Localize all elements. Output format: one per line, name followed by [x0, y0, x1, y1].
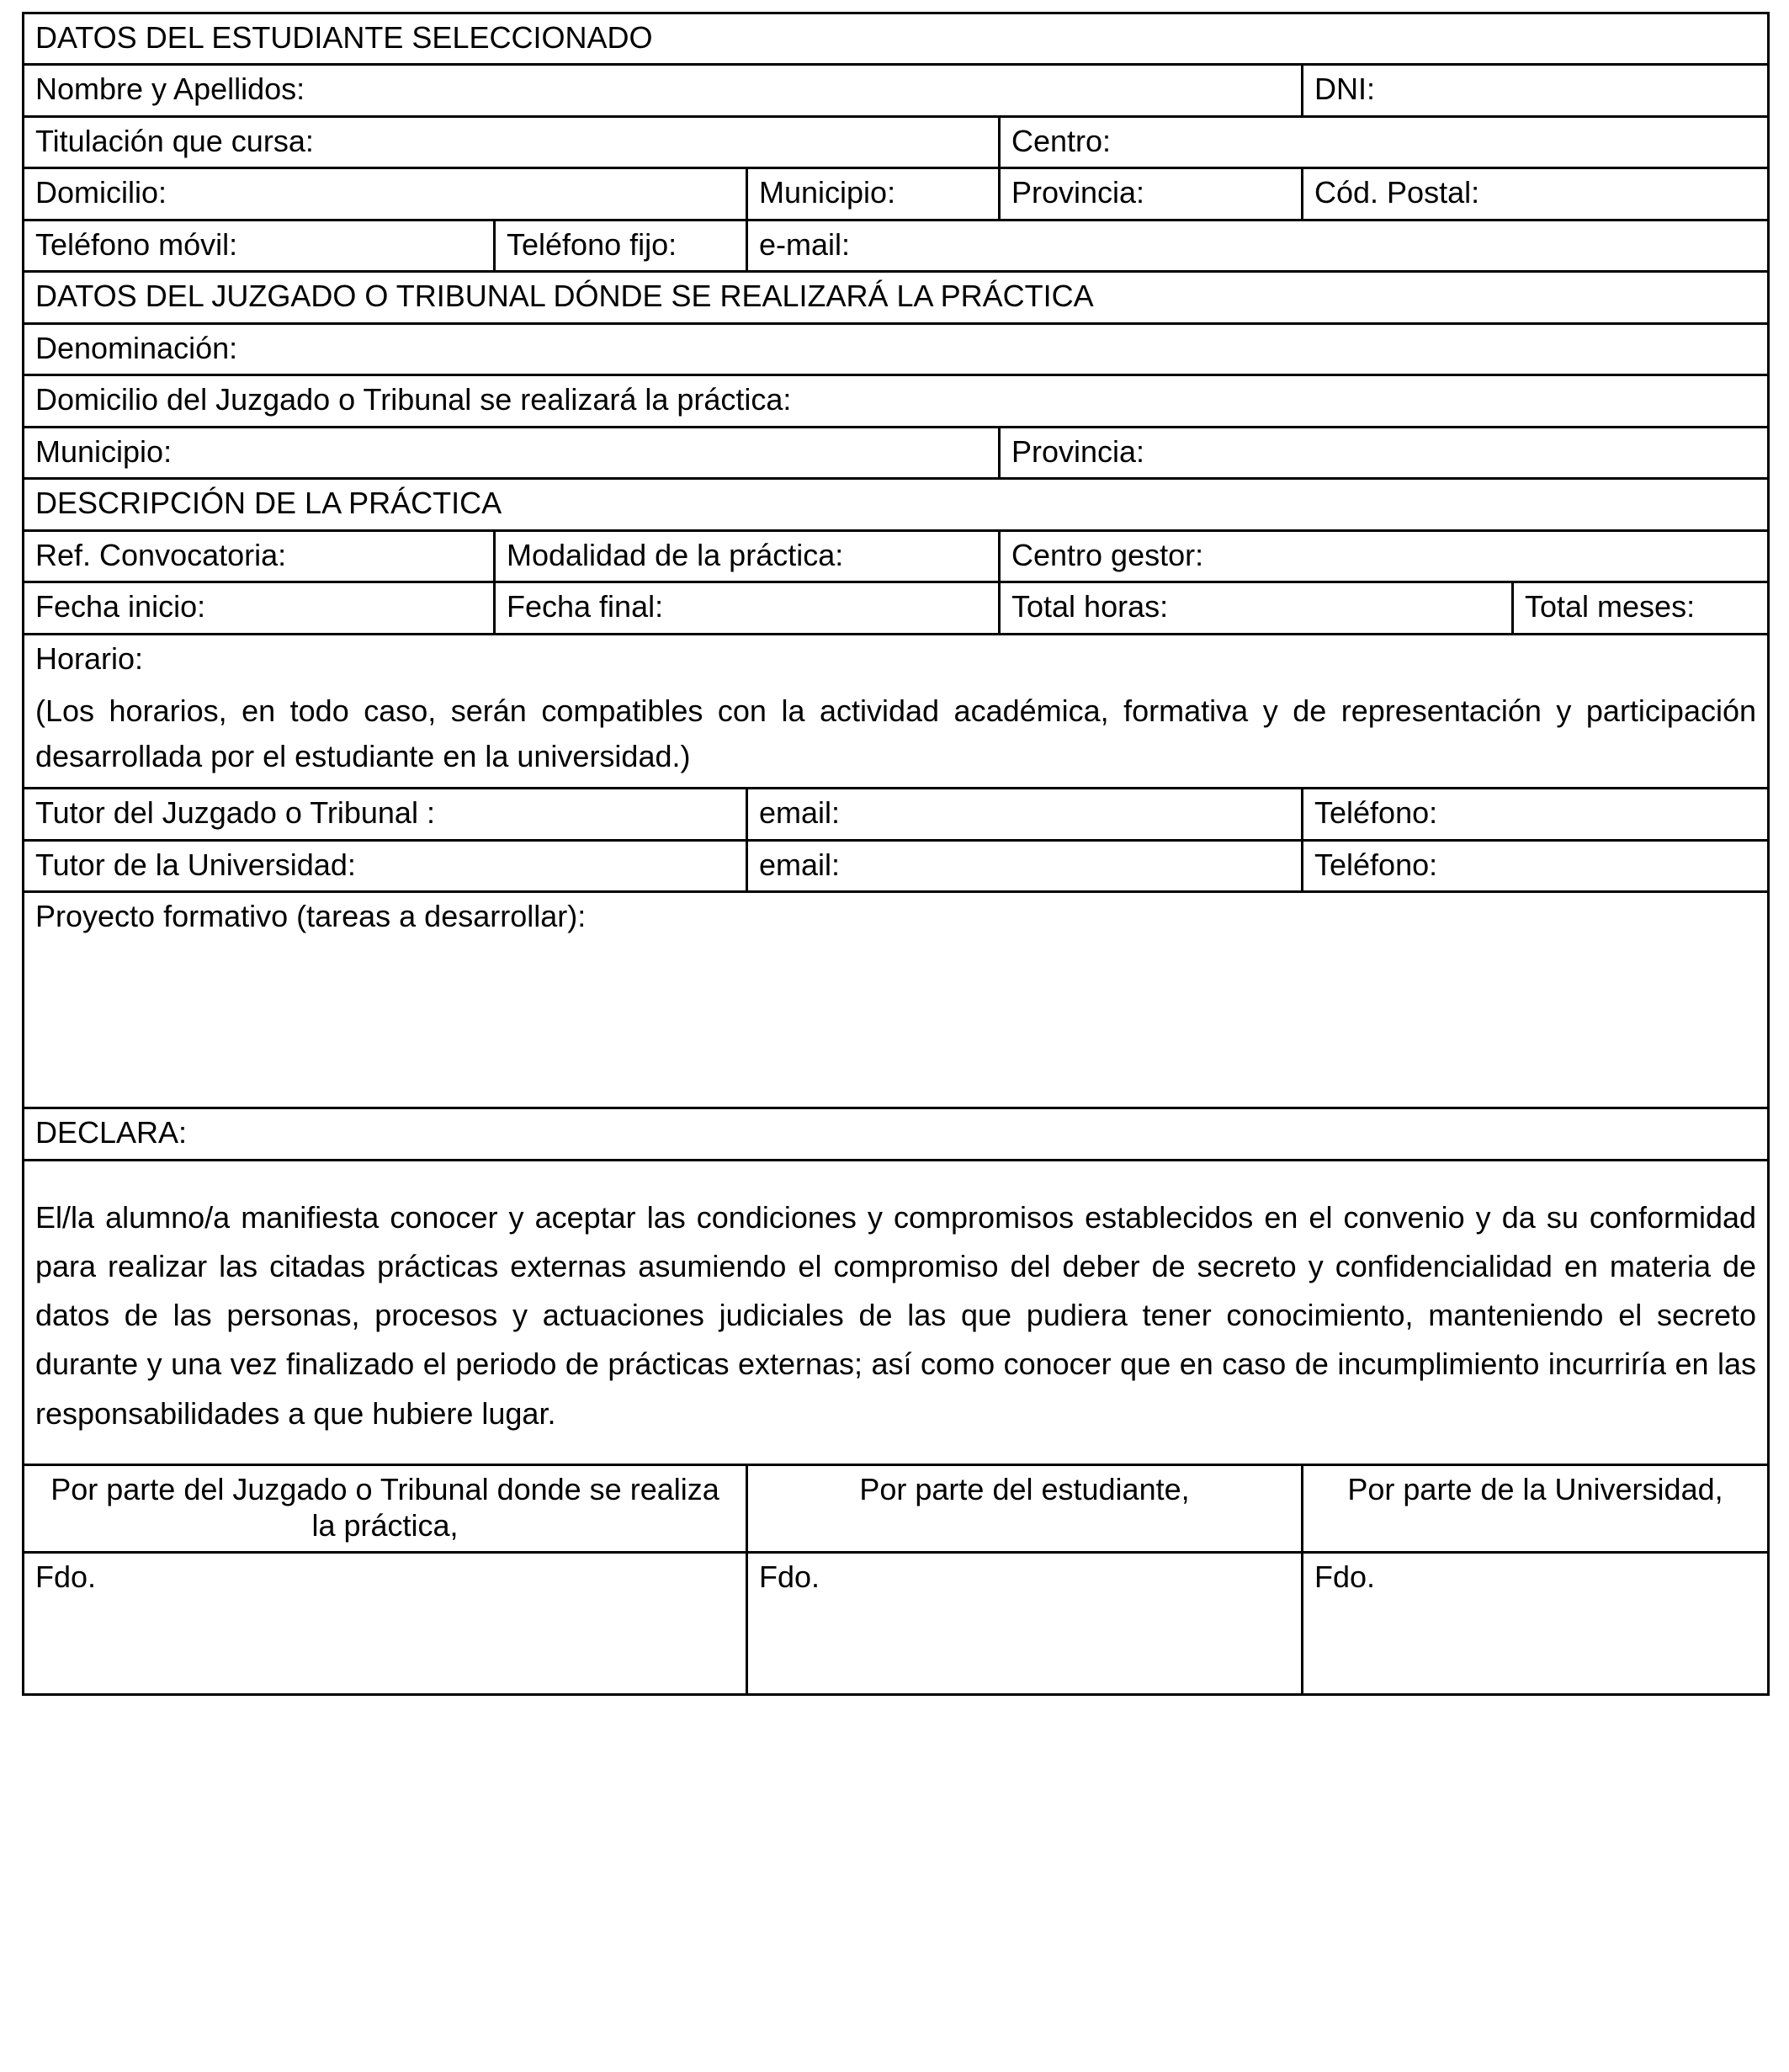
field-titulacion[interactable]: Titulación que cursa:	[24, 116, 1000, 167]
field-tutor-juzgado-telefono[interactable]: Teléfono:	[1303, 789, 1769, 840]
field-email[interactable]: e-mail:	[747, 220, 1769, 271]
section-title-court: DATOS DEL JUZGADO O TRIBUNAL DÓNDE SE REALIZARÁ LA PRÁCTICA	[24, 272, 1769, 323]
signature-field-court[interactable]: Fdo.	[24, 1553, 747, 1695]
field-tutor-universidad-telefono[interactable]: Teléfono:	[1303, 840, 1769, 891]
field-modalidad[interactable]: Modalidad de la práctica:	[495, 530, 1000, 582]
row-declara-text	[24, 1160, 1769, 1465]
signature-heading-court: Por parte del Juzgado o Tribunal donde se realiza la práctica,	[24, 1465, 747, 1553]
section-title-declara: DECLARA:	[24, 1108, 1769, 1160]
row-denominacion	[24, 323, 1769, 375]
field-total-horas[interactable]: Total horas:	[1000, 582, 1513, 634]
field-tutor-juzgado-email[interactable]: email:	[747, 789, 1303, 840]
field-domicilio-juzgado[interactable]: Domicilio del Juzgado o Tribunal se realizará la práctica:	[24, 375, 1769, 427]
signature-field-student[interactable]: Fdo.	[747, 1553, 1303, 1695]
section-row-court	[24, 272, 1769, 323]
field-tutor-juzgado[interactable]: Tutor del Juzgado o Tribunal :	[24, 789, 747, 840]
row-signature-headings	[24, 1465, 1769, 1553]
field-fecha-inicio[interactable]: Fecha inicio:	[24, 582, 495, 634]
row-tutor-juzgado	[24, 789, 1769, 840]
row-domicilio	[24, 168, 1769, 220]
declara-text-cell	[24, 1160, 1769, 1465]
field-fecha-final[interactable]: Fecha final:	[495, 582, 1000, 634]
field-tutor-universidad[interactable]: Tutor de la Universidad:	[24, 840, 747, 891]
field-dni[interactable]: DNI:	[1303, 65, 1769, 116]
field-domicilio[interactable]: Domicilio:	[24, 168, 747, 220]
signature-heading-student: Por parte del estudiante,	[747, 1465, 1303, 1553]
row-municipio-provincia-juzgado	[24, 427, 1769, 478]
field-nombre-apellidos[interactable]: Nombre y Apellidos:	[24, 65, 1303, 116]
field-provincia-juzgado[interactable]: Provincia:	[1000, 427, 1769, 478]
row-titulacion-centro	[24, 116, 1769, 167]
signature-field-university[interactable]: Fdo.	[1303, 1553, 1769, 1695]
field-centro-gestor[interactable]: Centro gestor:	[1000, 530, 1769, 582]
row-convocatoria	[24, 530, 1769, 582]
horario-note: (Los horarios, en todo caso, serán compatibles con la actividad académica, formativa y de representación y participación desarrollada por el estudiante en la universidad.)	[35, 693, 1757, 774]
field-total-meses[interactable]: Total meses:	[1513, 582, 1769, 634]
row-horario	[24, 634, 1769, 788]
field-provincia[interactable]: Provincia:	[1000, 168, 1303, 220]
field-proyecto-formativo[interactable]: Proyecto formativo (tareas a desarrollar):	[24, 892, 1769, 1108]
row-nombre-dni	[24, 65, 1769, 116]
field-tutor-universidad-email[interactable]: email:	[747, 840, 1303, 891]
field-telefono-fijo[interactable]: Teléfono fijo:	[495, 220, 747, 271]
row-telefonos-email	[24, 220, 1769, 271]
row-signature-fields	[24, 1553, 1769, 1695]
field-municipio[interactable]: Municipio:	[747, 168, 1000, 220]
field-telefono-movil[interactable]: Teléfono móvil:	[24, 220, 495, 271]
section-title-practice: DESCRIPCIÓN DE LA PRÁCTICA	[24, 479, 1769, 530]
practice-agreement-form	[22, 12, 1770, 1696]
field-municipio-juzgado[interactable]: Municipio:	[24, 427, 1000, 478]
row-fechas	[24, 582, 1769, 634]
row-tutor-universidad	[24, 840, 1769, 891]
field-ref-convocatoria[interactable]: Ref. Convocatoria:	[24, 530, 495, 582]
field-codigo-postal[interactable]: Cód. Postal:	[1303, 168, 1769, 220]
row-proyecto-formativo	[24, 892, 1769, 1108]
section-title-student: DATOS DEL ESTUDIANTE SELECCIONADO	[24, 13, 1769, 65]
field-horario[interactable]	[24, 634, 1769, 788]
section-row-declara	[24, 1108, 1769, 1160]
horario-label: Horario:	[35, 640, 144, 676]
field-denominacion[interactable]: Denominación:	[24, 323, 1769, 375]
section-row-practice	[24, 479, 1769, 530]
signature-heading-university: Por parte de la Universidad,	[1303, 1465, 1769, 1553]
field-centro[interactable]: Centro:	[1000, 116, 1769, 167]
declara-paragraph: El/la alumno/a manifiesta conocer y aceptar las condiciones y compromisos establecidos en el convenio y da su conformidad para realizar las citadas prácticas externas asumiendo el compromiso del deber de secreto y confidencialidad en materia de datos de las personas, procesos y actuaciones judiciales de las que pudiera tener conocimiento, manteniendo el secreto durante y una vez finalizado el periodo de prácticas externas; así como conocer que en caso de incumplimiento incurriría en las responsabilidades a que hubiere lugar.	[35, 1199, 1757, 1431]
section-row-student	[24, 13, 1769, 65]
row-domicilio-juzgado	[24, 375, 1769, 427]
